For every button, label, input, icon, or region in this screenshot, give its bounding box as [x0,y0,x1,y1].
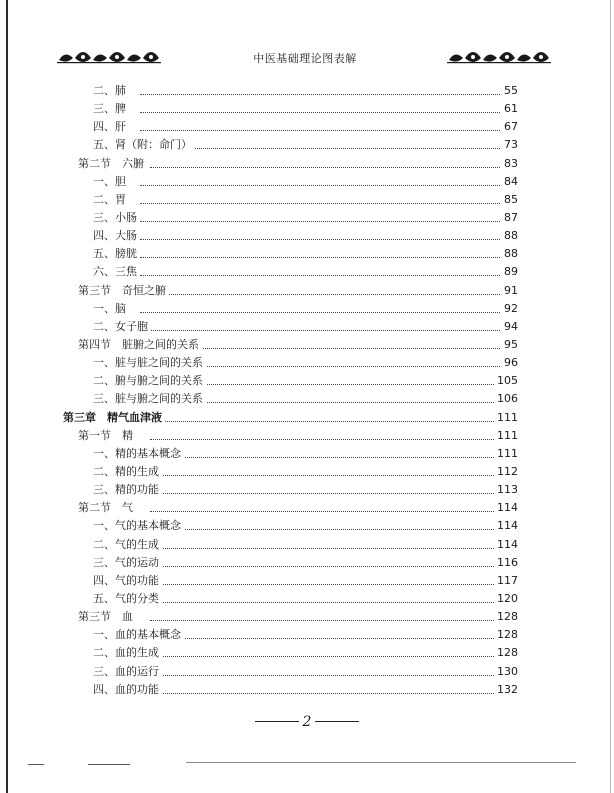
toc-entry-page: 130 [494,663,518,681]
toc-entry-label: 三、血的运行 [93,663,162,681]
toc-entry-item[interactable] [0,245,614,263]
toc-entry-section[interactable] [0,608,614,626]
toc-entry-label: 第二节 气 [78,499,136,517]
toc-leader-dots [140,566,510,567]
toc-entry-item[interactable] [0,318,614,336]
toc-entry-item[interactable] [0,554,614,572]
toc-entry-item[interactable] [0,227,614,245]
toc-entry-page: 113 [494,481,518,499]
toc-entry-item[interactable] [0,209,614,227]
toc-entry-label: 三、气的运动 [93,554,162,572]
scan-mark [186,762,576,763]
toc-entry-item[interactable] [0,481,614,499]
scan-mark [88,764,130,765]
scan-mark [28,764,44,765]
toc-entry-label: 二、女子胞 [93,318,151,336]
toc-entry-page: 128 [494,644,518,662]
toc-entry-label: 二、气的生成 [93,536,162,554]
running-header-title: 中医基础理论图表解 [253,52,357,65]
toc-entry-page: 91 [501,282,518,300]
toc-entry-page: 128 [494,608,518,626]
toc-leader-dots [140,602,510,603]
toc-entry-label: 二、肺 [93,82,129,100]
toc-entry-label: 三、脏与腑之间的关系 [93,390,206,408]
toc-entry-page: 96 [501,354,518,372]
toc-entry-label: 二、胃 [93,191,129,209]
toc-entry-item[interactable] [0,100,614,118]
toc-leader-dots [140,529,510,530]
toc-entry-page: 116 [494,554,518,572]
running-header [55,46,555,70]
toc-entry-page: 111 [494,445,518,463]
toc-leader-dots [150,348,510,349]
toc-entry-item[interactable] [0,536,614,554]
toc-entry-label: 四、肝 [93,118,129,136]
toc-entry-page: 73 [501,136,518,154]
toc-leader-dots [150,620,510,621]
toc-leader-dots [140,312,510,313]
toc-leader-dots [140,330,510,331]
toc-entry-label: 一、血的基本概念 [93,626,184,644]
toc-entry-section[interactable] [0,155,614,173]
toc-entry-page: 120 [494,590,518,608]
toc-leader-dots [140,94,510,95]
page-number-value: 2 [302,713,312,730]
toc-leader-dots [140,112,510,113]
toc-entry-label: 三、脾 [93,100,129,118]
toc-entry-page: 132 [494,681,518,699]
toc-entry-page: 114 [494,536,518,554]
toc-entry-item[interactable] [0,191,614,209]
toc-entry-chapter[interactable] [0,409,614,427]
toc-entry-page: 88 [501,245,518,263]
toc-entry-item[interactable] [0,390,614,408]
toc-leader-dots [160,421,510,422]
toc-entry-page: 95 [501,336,518,354]
toc-leader-dots [140,185,510,186]
toc-entry-page: 67 [501,118,518,136]
toc-entry-label: 第三章 精气血津液 [63,409,165,427]
toc-leader-dots [150,294,510,295]
toc-leader-dots [140,457,510,458]
toc-leader-dots [150,511,510,512]
toc-entry-item[interactable] [0,372,614,390]
toc-entry-label: 一、脏与脏之间的关系 [93,354,206,372]
toc-leader-dots [150,167,510,168]
table-of-contents [0,82,614,699]
toc-entry-section[interactable] [0,427,614,445]
toc-entry-item[interactable] [0,173,614,191]
page-number-rule-right [315,721,359,722]
toc-entry-item[interactable] [0,118,614,136]
toc-leader-dots [140,148,510,149]
toc-entry-page: 117 [494,572,518,590]
toc-entry-label: 五、膀胱 [93,245,140,263]
toc-entry-item[interactable] [0,263,614,281]
toc-entry-label: 六、三焦 [93,263,140,281]
toc-entry-item[interactable] [0,517,614,535]
toc-entry-label: 一、气的基本概念 [93,517,184,535]
toc-entry-page: 87 [501,209,518,227]
toc-entry-page: 89 [501,263,518,281]
toc-entry-item[interactable] [0,626,614,644]
toc-entry-item[interactable] [0,463,614,481]
toc-entry-label: 三、精的功能 [93,481,162,499]
toc-leader-dots [140,257,510,258]
toc-entry-page: 112 [494,463,518,481]
toc-entry-label: 二、血的生成 [93,644,162,662]
toc-entry-page: 105 [494,372,518,390]
toc-entry-label: 一、胆 [93,173,129,191]
toc-entry-page: 55 [501,82,518,100]
toc-entry-label: 五、肾（附：命门） [93,136,195,154]
toc-entry-page: 88 [501,227,518,245]
toc-leader-dots [150,439,510,440]
toc-entry-page: 92 [501,300,518,318]
toc-entry-label: 五、气的分类 [93,590,162,608]
toc-leader-dots [140,475,510,476]
toc-entry-label: 二、精的生成 [93,463,162,481]
toc-entry-section[interactable] [0,336,614,354]
toc-entry-page: 111 [494,427,518,445]
toc-entry-label: 二、腑与腑之间的关系 [93,372,206,390]
toc-entry-page: 128 [494,626,518,644]
toc-entry-item[interactable] [0,300,614,318]
toc-entry-label: 第三节 血 [78,608,136,626]
toc-entry-item[interactable] [0,445,614,463]
toc-entry-item[interactable] [0,644,614,662]
toc-entry-item[interactable] [0,681,614,699]
toc-entry-label: 第二节 六腑 [78,155,147,173]
toc-entry-label: 四、血的功能 [93,681,162,699]
toc-entry-label: 一、脑 [93,300,129,318]
toc-leader-dots [140,239,510,240]
toc-entry-item[interactable] [0,82,614,100]
toc-leader-dots [140,203,510,204]
toc-entry-page: 111 [494,409,518,427]
toc-entry-label: 四、气的功能 [93,572,162,590]
toc-entry-item[interactable] [0,590,614,608]
toc-leader-dots [140,130,510,131]
page-number [0,711,614,730]
page-number-rule-left [255,721,299,722]
toc-entry-page: 94 [501,318,518,336]
toc-leader-dots [140,493,510,494]
toc-entry-page: 84 [501,173,518,191]
toc-entry-page: 61 [501,100,518,118]
toc-leader-dots [140,675,510,676]
toc-entry-label: 第三节 奇恒之腑 [78,282,169,300]
toc-entry-section[interactable] [0,499,614,517]
toc-leader-dots [140,275,510,276]
toc-leader-dots [140,584,510,585]
toc-entry-page: 83 [501,155,518,173]
toc-entry-item[interactable] [0,663,614,681]
toc-entry-item[interactable] [0,354,614,372]
toc-entry-item[interactable] [0,136,614,154]
toc-entry-page: 106 [494,390,518,408]
toc-leader-dots [140,221,510,222]
toc-entry-item[interactable] [0,572,614,590]
floral-ornament-right-icon [445,46,555,70]
toc-leader-dots [140,548,510,549]
scan-bottom-marks [0,760,614,772]
toc-entry-label: 四、大肠 [93,227,140,245]
toc-entry-label: 第四节 脏腑之间的关系 [78,336,202,354]
toc-leader-dots [140,638,510,639]
toc-entry-label: 第一节 精 [78,427,136,445]
toc-entry-section[interactable] [0,282,614,300]
toc-entry-page: 85 [501,191,518,209]
toc-entry-label: 一、精的基本概念 [93,445,184,463]
toc-leader-dots [140,693,510,694]
toc-entry-page: 114 [494,499,518,517]
toc-leader-dots [140,656,510,657]
toc-entry-label: 三、小肠 [93,209,140,227]
toc-entry-page: 114 [494,517,518,535]
